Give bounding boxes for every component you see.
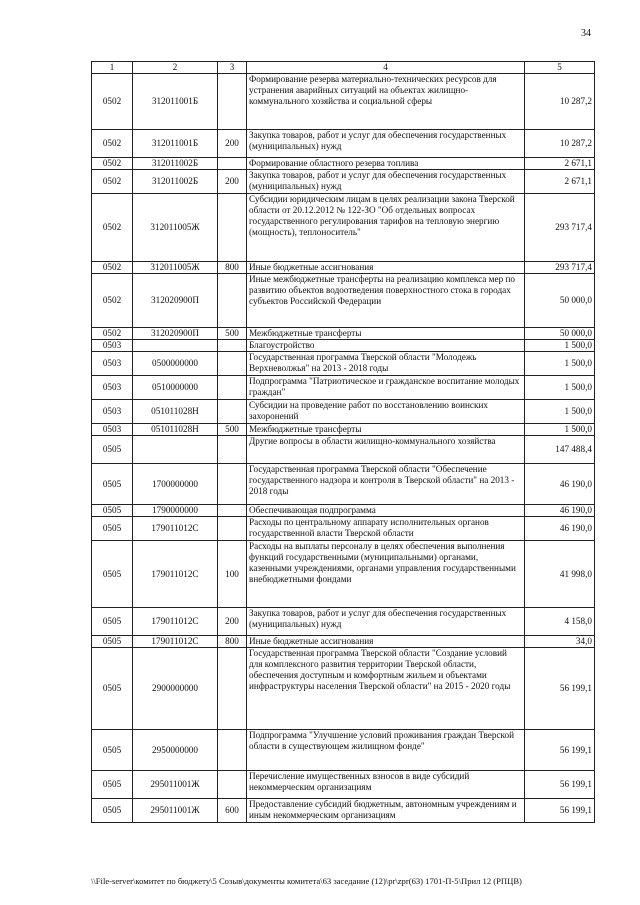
target-article-cell: 312020900П <box>133 328 218 340</box>
expense-type-cell <box>218 771 247 799</box>
expense-type-cell <box>218 400 247 424</box>
table-row <box>92 464 595 505</box>
table-row <box>92 541 595 608</box>
section-code-cell: 0502 <box>92 194 133 262</box>
target-article-cell: 179011012С <box>133 636 218 648</box>
target-article-cell: 2950000000 <box>133 730 218 771</box>
target-article-cell: 312011002Б <box>133 158 218 170</box>
section-code-cell: 0503 <box>92 376 133 400</box>
section-code-cell: 0502 <box>92 130 133 158</box>
target-article-cell: 312011001Б <box>133 74 218 130</box>
amount-cell: 1 500,0 <box>525 424 595 436</box>
amount-cell: 1 500,0 <box>525 340 595 352</box>
expense-type-cell <box>218 648 247 730</box>
section-code-cell: 0502 <box>92 74 133 130</box>
amount-cell: 147 488,4 <box>525 436 595 464</box>
column-header: 3 <box>218 62 247 74</box>
expense-type-cell <box>218 730 247 771</box>
amount-cell: 46 190,0 <box>525 505 595 517</box>
page-number: 34 <box>581 28 591 39</box>
expense-type-cell <box>218 158 247 170</box>
amount-cell: 2 671,1 <box>525 158 595 170</box>
description-cell: Иные бюджетные ассигнования <box>247 262 525 274</box>
description-cell: Межбюджетные трансферты <box>247 424 525 436</box>
amount-cell: 41 998,0 <box>525 541 595 608</box>
description-cell: Перечисление имущественных взносов в виде субсидий некоммерческим организациям <box>247 771 525 799</box>
budget-table <box>91 61 595 823</box>
table-row <box>92 352 595 376</box>
section-code-cell: 0505 <box>92 648 133 730</box>
expense-type-cell <box>218 505 247 517</box>
target-article-cell: 1700000000 <box>133 464 218 505</box>
section-code-cell: 0502 <box>92 158 133 170</box>
amount-cell: 293 717,4 <box>525 194 595 262</box>
description-cell: Формирование резерва материально-технических ресурсов для устранения аварийных ситуаций на объектах жилищно-коммунального хозяйства и социальной сферы <box>247 74 525 130</box>
section-code-cell: 0503 <box>92 352 133 376</box>
table-row <box>92 648 595 730</box>
target-article-cell: 312011005Ж <box>133 262 218 274</box>
expense-type-cell <box>218 464 247 505</box>
description-cell: Государственная программа Тверской области "Обеспечение государственного надзора и контроля в Тверской области" на 2013 - 2018 годы <box>247 464 525 505</box>
column-header: 1 <box>92 62 133 74</box>
amount-cell: 50 000,0 <box>525 274 595 328</box>
target-article-cell: 295011001Ж <box>133 771 218 799</box>
table-row <box>92 771 595 799</box>
amount-cell: 46 190,0 <box>525 517 595 541</box>
amount-cell: 56 199,1 <box>525 771 595 799</box>
table-header-row <box>92 62 595 74</box>
section-code-cell: 0505 <box>92 505 133 517</box>
target-article-cell: 0500000000 <box>133 352 218 376</box>
target-article-cell: 312011001Б <box>133 130 218 158</box>
description-cell: Закупка товаров, работ и услуг для обеспечения государственных (муниципальных) нужд <box>247 170 525 194</box>
expense-type-cell <box>218 517 247 541</box>
description-cell: Государственная программа Тверской области "Молодежь Верхневолжья" на 2013 - 2018 годы <box>247 352 525 376</box>
section-code-cell: 0505 <box>92 608 133 636</box>
amount-cell: 10 287,2 <box>525 130 595 158</box>
expense-type-cell <box>218 74 247 130</box>
target-article-cell: 051011028Н <box>133 424 218 436</box>
expense-type-cell: 800 <box>218 636 247 648</box>
description-cell: Закупка товаров, работ и услуг для обеспечения государственных (муниципальных) нужд <box>247 130 525 158</box>
target-article-cell: 0510000000 <box>133 376 218 400</box>
section-code-cell: 0505 <box>92 541 133 608</box>
target-article-cell: 179011012С <box>133 517 218 541</box>
expense-type-cell: 800 <box>218 262 247 274</box>
table-row <box>92 436 595 464</box>
target-article-cell: 179011012С <box>133 541 218 608</box>
section-code-cell: 0502 <box>92 328 133 340</box>
table-row <box>92 158 595 170</box>
description-cell: Расходы по центральному аппарату исполнительных органов государственной власти Тверской области <box>247 517 525 541</box>
amount-cell: 1 500,0 <box>525 400 595 424</box>
target-article-cell: 1790000000 <box>133 505 218 517</box>
section-code-cell: 0503 <box>92 400 133 424</box>
amount-cell: 56 199,1 <box>525 730 595 771</box>
section-code-cell: 0502 <box>92 274 133 328</box>
description-cell: Субсидии на проведение работ по восстановлению воинских захоронений <box>247 400 525 424</box>
target-article-cell <box>133 340 218 352</box>
table-row <box>92 262 595 274</box>
column-header: 4 <box>247 62 525 74</box>
amount-cell: 2 671,1 <box>525 170 595 194</box>
table-row <box>92 328 595 340</box>
table-row <box>92 424 595 436</box>
table-body <box>92 74 595 823</box>
description-cell: Обеспечивающая подпрограмма <box>247 505 525 517</box>
target-article-cell: 295011001Ж <box>133 799 218 823</box>
expense-type-cell: 600 <box>218 799 247 823</box>
target-article-cell <box>133 436 218 464</box>
expense-type-cell <box>218 352 247 376</box>
section-code-cell: 0505 <box>92 771 133 799</box>
file-path-footer: \\File-server\комитет по бюджету\5 Созыв\документы комитета\63 заседание (12)\pr\zpr(63) 1701-П-5\Прил 12 (РПЦВ) <box>91 876 522 886</box>
column-header: 5 <box>525 62 595 74</box>
description-cell: Формирование областного резерва топлива <box>247 158 525 170</box>
description-cell: Межбюджетные трансферты <box>247 328 525 340</box>
table-row <box>92 130 595 158</box>
amount-cell: 4 158,0 <box>525 608 595 636</box>
description-cell: Другие вопросы в области жилищно-коммунального хозяйства <box>247 436 525 464</box>
section-code-cell: 0502 <box>92 262 133 274</box>
amount-cell: 46 190,0 <box>525 464 595 505</box>
column-header: 2 <box>133 62 218 74</box>
expense-type-cell: 200 <box>218 130 247 158</box>
section-code-cell: 0505 <box>92 636 133 648</box>
amount-cell: 34,0 <box>525 636 595 648</box>
table-row <box>92 170 595 194</box>
target-article-cell: 312020900П <box>133 274 218 328</box>
table-row <box>92 517 595 541</box>
amount-cell: 293 717,4 <box>525 262 595 274</box>
amount-cell: 56 199,1 <box>525 648 595 730</box>
table-row <box>92 194 595 262</box>
description-cell: Иные бюджетные ассигнования <box>247 636 525 648</box>
expense-type-cell <box>218 376 247 400</box>
amount-cell: 50 000,0 <box>525 328 595 340</box>
target-article-cell: 051011028Н <box>133 400 218 424</box>
section-code-cell: 0505 <box>92 517 133 541</box>
description-cell: Иные межбюджетные трансферты на реализацию комплекса мер по развитию объектов водоотведения поверхностного стока в городах субъектов Российской Федерации <box>247 274 525 328</box>
section-code-cell: 0505 <box>92 464 133 505</box>
table-row <box>92 74 595 130</box>
table-row <box>92 400 595 424</box>
section-code-cell: 0502 <box>92 170 133 194</box>
amount-cell: 1 500,0 <box>525 352 595 376</box>
table-row <box>92 730 595 771</box>
expense-type-cell: 500 <box>218 328 247 340</box>
section-code-cell: 0503 <box>92 340 133 352</box>
section-code-cell: 0505 <box>92 436 133 464</box>
table-row <box>92 505 595 517</box>
description-cell: Благоустройство <box>247 340 525 352</box>
target-article-cell: 179011012С <box>133 608 218 636</box>
amount-cell: 10 287,2 <box>525 74 595 130</box>
table-row <box>92 799 595 823</box>
description-cell: Государственная программа Тверской области "Создание условий для комплексного развития территории Тверской области, обеспечения доступным и комфортным жильем и объектами инфраструктуры населения Тверской области" на 2015 - 2020 годы <box>247 648 525 730</box>
expense-type-cell <box>218 436 247 464</box>
description-cell: Подпрограмма "Улучшение условий проживания граждан Тверской области в существующем жилищном фонде" <box>247 730 525 771</box>
target-article-cell: 312011002Б <box>133 170 218 194</box>
description-cell: Предоставление субсидий бюджетным, автономным учреждениям и иным некоммерческим организациям <box>247 799 525 823</box>
section-code-cell: 0505 <box>92 730 133 771</box>
table-row <box>92 274 595 328</box>
section-code-cell: 0503 <box>92 424 133 436</box>
section-code-cell: 0505 <box>92 799 133 823</box>
expense-type-cell: 200 <box>218 170 247 194</box>
table-row <box>92 376 595 400</box>
expense-type-cell: 200 <box>218 608 247 636</box>
amount-cell: 56 199,1 <box>525 799 595 823</box>
expense-type-cell <box>218 274 247 328</box>
table-row <box>92 340 595 352</box>
amount-cell: 1 500,0 <box>525 376 595 400</box>
expense-type-cell: 500 <box>218 424 247 436</box>
target-article-cell: 2900000000 <box>133 648 218 730</box>
expense-type-cell <box>218 194 247 262</box>
description-cell: Субсидии юридическим лицам в целях реализации закона Тверской области от 20.12.2012 № 122-ЗО "Об отдельных вопросах государственного регулирования тарифов на тепловую энергию (мощность), теплоноситель" <box>247 194 525 262</box>
table-row <box>92 608 595 636</box>
description-cell: Подпрограмма "Патриотическое и гражданское воспитание молодых граждан" <box>247 376 525 400</box>
description-cell: Закупка товаров, работ и услуг для обеспечения государственных (муниципальных) нужд <box>247 608 525 636</box>
expense-type-cell: 100 <box>218 541 247 608</box>
description-cell: Расходы на выплаты персоналу в целях обеспечения выполнения функций государственными (муниципальными) органами, казенными учреждениями, органами управления государственными внебюджетными фондами <box>247 541 525 608</box>
table-row <box>92 636 595 648</box>
target-article-cell: 312011005Ж <box>133 194 218 262</box>
expense-type-cell <box>218 340 247 352</box>
